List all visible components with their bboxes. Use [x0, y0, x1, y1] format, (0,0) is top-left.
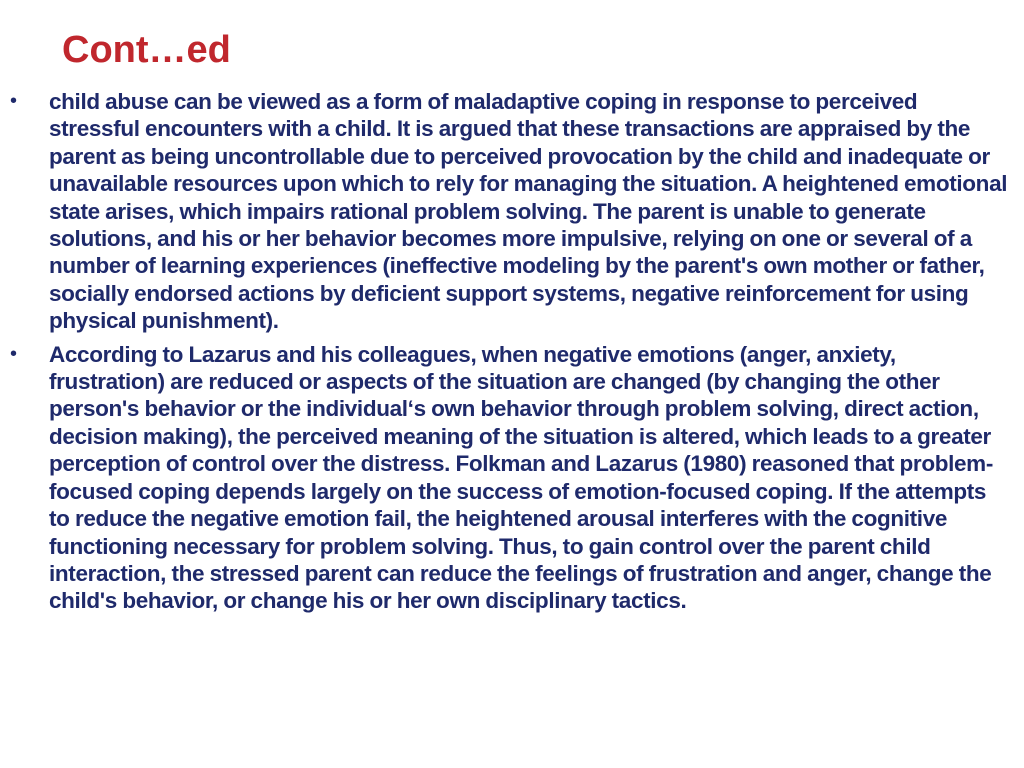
bullet-marker-icon: • [10, 342, 18, 365]
bullet-marker-icon: • [10, 90, 18, 112]
bullet-list [0, 88, 1012, 621]
bullet-text-lazarus: According to Lazarus and his colleagues, when negative emotions (anger, anxiety, frustration) are reduced or aspects of the situation are changed (by changing the other person's behavior or the individual‘s own behavior through problem solving, direct action, decision making), the perceived meaning of the situation is altered, which leads to a greater perception of control over the distress. Folkman and Lazarus (1980) reasoned that problem-focused coping depends largely on the success of emotion-focused coping. If the attempts to reduce the negative emotion fail, the heightened arousal interferes with the cognitive functioning necessary for problem solving. Thus, to gain control over the parent child interaction, the stressed parent can reduce the feelings of frustration and anger, change the child's behavior, or change his or her own disciplinary tactics. [49, 341, 993, 614]
bullet-text-child-abuse: child abuse can be viewed as a form of maladaptive coping in response to perceived stressful encounters with a child. It is argued that these transactions are appraised by the parent as being uncontrollable due to perceived provocation by the child and inadequate or unavailable resources upon which to rely for managing the situation. A heightened emotional state arises, which impairs rational problem solving. The parent is unable to generate solutions, and his or her behavior becomes more impulsive, relying on one or several of a number of learning experiences (ineffective modeling by the parent's own mother or father, socially endorsed actions by deficient support systems, negative reinforcement for using physical punishment). [49, 89, 1008, 334]
bullet-item-1 [0, 88, 1012, 335]
bullet-item-2 [0, 341, 1012, 615]
slide-title: Cont…ed [62, 29, 231, 71]
